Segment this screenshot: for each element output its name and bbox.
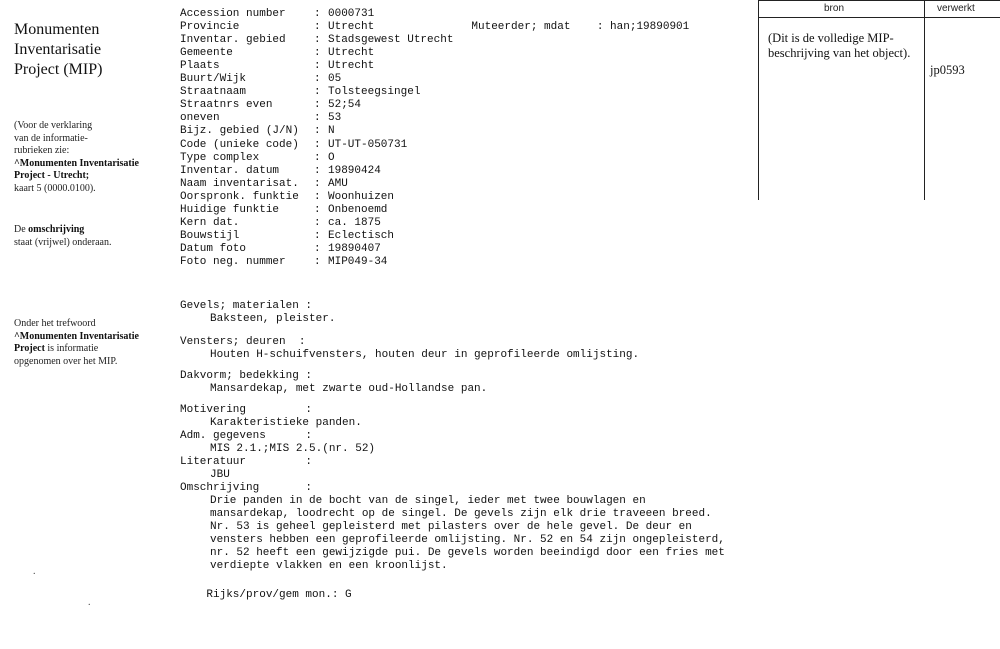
field-value: 52;54	[328, 99, 362, 112]
field-value: Utrecht	[328, 47, 375, 60]
block-value: Karakteristieke panden.	[210, 417, 362, 429]
field-colon: :	[314, 73, 321, 86]
field-label: Plaats	[180, 60, 220, 73]
block-value: Houten H-schuifvensters, houten deur in geprofileerde omlijsting.	[210, 349, 640, 361]
note1-text1: (Voor de verklaring	[14, 120, 93, 131]
field-label: Straatnaam	[180, 86, 247, 99]
field-value: O	[328, 151, 335, 164]
scan-speck: .	[33, 566, 36, 577]
field-colon: :	[314, 255, 321, 268]
field-label: Datum foto	[180, 242, 247, 255]
field-value: UT-UT-050731	[328, 138, 408, 151]
table-column-rule	[924, 0, 925, 200]
field-colon: :	[314, 203, 321, 216]
mip-sidebar	[14, 20, 164, 80]
field-label: Oorspronk. funktie	[180, 190, 299, 203]
field-value: Woonhuizen	[328, 190, 395, 203]
field-value: Utrecht	[328, 60, 375, 73]
field-colon: :	[314, 125, 321, 138]
field-label: Foto neg. nummer	[180, 255, 286, 268]
muteerder-line	[445, 8, 690, 33]
field-value: Tolsteegsingel	[328, 86, 421, 99]
verwerkt-cell: jp0593	[930, 63, 965, 77]
field-value: Eclectisch	[328, 229, 395, 242]
field-label: Kern dat.	[180, 216, 240, 229]
field-colon: :	[314, 190, 321, 203]
field-label: Provincie	[180, 21, 240, 34]
rijks-value: G	[345, 589, 352, 601]
field-value: N	[328, 125, 335, 138]
field-label: Buurt/Wijk	[180, 73, 247, 86]
field-value: Onbenoemd	[328, 203, 388, 216]
field-colon: :	[314, 21, 321, 34]
page-title	[14, 20, 164, 80]
field-colon: :	[314, 112, 321, 125]
block-value: JBU	[210, 469, 230, 481]
muteerder-label: Muteerder; mdat	[471, 21, 571, 33]
block-label: Dakvorm; bedekking :	[180, 370, 313, 382]
field-value: Utrecht	[328, 21, 375, 34]
note3-text2: is informatie	[47, 343, 99, 354]
field-label: Huidige funktie	[180, 203, 280, 216]
field-value: Stadsgewest Utrecht	[328, 34, 454, 47]
info-note-explanation	[14, 120, 164, 195]
field-value: AMU	[328, 177, 348, 190]
field-label: Accession number	[180, 8, 286, 20]
field-label: Straatnrs even	[180, 99, 273, 112]
field-label: Naam inventarisat.	[180, 177, 299, 190]
field-colon: :	[314, 86, 321, 99]
field-colon: :	[314, 216, 321, 229]
field-label: Code (unieke code)	[180, 138, 299, 151]
field-colon: :	[314, 177, 321, 190]
bron-cell: (Dit is de volledige MIP-beschrijving van het object).	[768, 31, 911, 60]
header-bron: bron	[824, 3, 845, 14]
block-value: Drie panden in de bocht van de singel, ieder met twee bouwlagen en mansardekap, loodrecht op de singel. De gevels zijn elk drie traveeen breed. Nr. 53 is geheel gepleisterd met pilasters over de hele gevel. De deur en vensters hebben een geprofileerde omlijsting. Nr. 52 en 54 zijn ongepleisterd, nr. 52 heeft een gewijzigde pui. De gevels worden beeindigd door een fries met verdiepte vlakken en een kroonlijst.	[210, 495, 725, 572]
info-note-description	[14, 224, 164, 249]
block-label: Omschrijving :	[180, 482, 313, 494]
block-value: Mansardekap, met zwarte oud-Hollandse pan.	[210, 383, 488, 395]
field-value: 05	[328, 73, 342, 86]
field-label: oneven	[180, 112, 220, 125]
block-label: Gevels; materialen :	[180, 300, 313, 312]
field-label: Bouwstijl	[180, 229, 240, 242]
note3-bold2: Project	[14, 343, 45, 354]
rijks-row	[180, 576, 352, 601]
muteerder-value: : han;19890901	[596, 21, 690, 33]
block-label: Motivering :	[180, 404, 313, 416]
note3-text1: Onder het trefwoord	[14, 318, 96, 329]
field-value: 53	[328, 112, 342, 125]
field-colon: :	[314, 47, 321, 60]
field-colon: :	[314, 164, 321, 177]
title-line-2: Inventarisatie	[14, 41, 102, 58]
title-line-1: Monumenten	[14, 21, 100, 38]
field-label: Bijz. gebied (J/N)	[180, 125, 299, 138]
field-colon: :	[314, 151, 321, 164]
note3-text3: opgenomen over het MIP.	[14, 355, 118, 367]
block-label: Vensters; deuren :	[180, 336, 306, 348]
field-colon: :	[314, 8, 321, 20]
note1-reference-line2: Project - Utrecht;	[14, 170, 90, 181]
rijks-label: Rijks/prov/gem mon.:	[206, 589, 339, 601]
note2-text1: De	[14, 224, 26, 235]
note2-text2: staat (vrijwel) onderaan.	[14, 236, 112, 248]
table-left-rule	[758, 0, 759, 200]
field-value: MIP049-34	[328, 255, 388, 268]
note1-text4: kaart 5 (0000.0100).	[14, 182, 96, 194]
field-value: 19890424	[328, 164, 381, 177]
header-verwerkt: verwerkt	[937, 3, 975, 14]
block-label: Literatuur :	[180, 456, 313, 468]
field-label: Inventar. datum	[180, 164, 280, 177]
field-colon: :	[314, 138, 321, 151]
note3-bold1: ^Monumenten Inventarisatie	[14, 330, 139, 342]
scan-speck: .	[88, 597, 91, 608]
field-value: 19890407	[328, 242, 381, 255]
note1-text3: rubrieken zie:	[14, 145, 70, 156]
field-label: Inventar. gebied	[180, 34, 286, 47]
field-label: Gemeente	[180, 47, 233, 60]
block-value: MIS 2.1.;MIS 2.5.(nr. 52)	[210, 443, 376, 455]
title-line-3: Project (MIP)	[14, 61, 103, 78]
field-colon: :	[314, 229, 321, 242]
processing-table	[758, 0, 1000, 200]
note1-reference-line1: ^Monumenten Inventarisatie	[14, 157, 139, 169]
block-label: Adm. gegevens :	[180, 430, 313, 442]
table-header-rule	[758, 17, 1000, 18]
field-colon: :	[314, 34, 321, 47]
info-note-keyword	[14, 318, 164, 368]
field-colon: :	[314, 60, 321, 73]
note2-bold: omschrijving	[28, 224, 85, 235]
field-label: Type complex	[180, 151, 260, 164]
field-colon: :	[314, 242, 321, 255]
block-value: Baksteen, pleister.	[210, 313, 336, 325]
field-value: ca. 1875	[328, 216, 381, 229]
field-colon: :	[314, 99, 321, 112]
field-value: 0000731	[328, 8, 375, 20]
table-top-rule	[758, 0, 1000, 1]
note1-text2: van de informatie-	[14, 132, 88, 144]
